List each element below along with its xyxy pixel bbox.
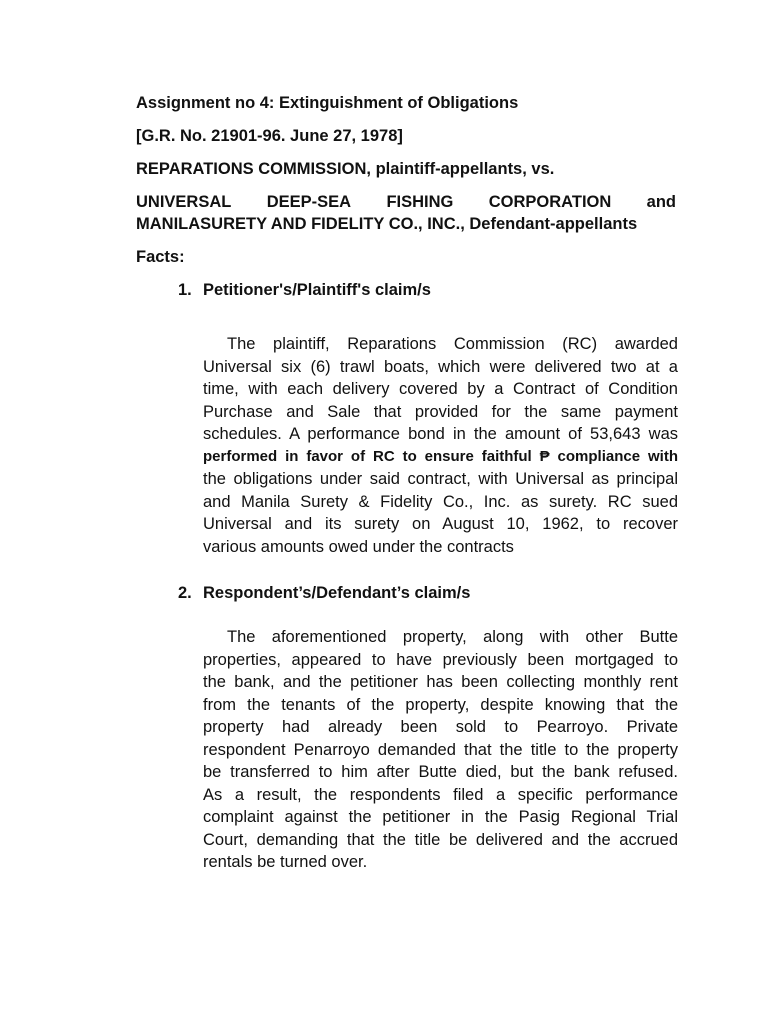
defendant-word: UNIVERSAL (136, 193, 232, 211)
defendant-word: DEEP-SEA (266, 193, 352, 211)
paragraph-line: time, with each delivery covered by a Contract of Condition (203, 380, 678, 398)
defendant-word: and (646, 193, 676, 211)
paragraph-line: Purchase and Sale that provided for the same payment (203, 402, 678, 421)
paragraph-line: properties, appeared to have previously been mortgaged to (203, 650, 678, 669)
paragraph-line: As a result, the respondents filed a specific performance (203, 785, 678, 804)
defendant-word: CORPORATION (488, 193, 612, 211)
paragraph-line: the obligations under said contract, with Universal as principal (203, 470, 678, 488)
section-number: 1. (178, 281, 192, 299)
paragraph-line: various amounts owed under the contracts (203, 537, 514, 556)
paragraph-line: complaint against the petitioner in the Pasig Regional Trial (203, 808, 678, 826)
case-number: [G.R. No. 21901-96. June 27, 1978] (136, 127, 403, 145)
section-heading-text: Respondent’s/Defendant’s claim/s (203, 584, 471, 602)
paragraph-line: rentals be turned over. (203, 853, 368, 871)
defendant-line-2: MANILASURETY AND FIDELITY CO., INC., Defendant-appellants (136, 215, 638, 233)
section-number: 2. (178, 584, 192, 602)
section-paragraph-1 (203, 333, 678, 558)
plaintiff-line: REPARATIONS COMMISSION, plaintiff-appellants, vs. (136, 160, 555, 178)
section-heading-text: Petitioner's/Plaintiff's claim/s (203, 281, 431, 299)
section-heading-1 (178, 279, 678, 301)
section-heading-2 (178, 582, 678, 604)
paragraph-line: Universal and its surety on August 10, 1962, to recover (203, 515, 678, 533)
paragraph-line: The aforementioned property, along with other Butte (227, 628, 678, 646)
defendant-word: FISHING (386, 193, 454, 211)
paragraph-line: Universal six (6) trawl boats, which were delivered two at a (203, 357, 678, 376)
defendant-line-1 (136, 191, 676, 213)
paragraph-line: from the tenants of the property, despite knowing that the (203, 695, 678, 714)
paragraph-line: schedules. A performance bond in the amount of 53,643 was (203, 425, 678, 443)
paragraph-line: be transferred to him after Butte died, but the bank refused. (203, 763, 678, 781)
paragraph-line: performed in favor of RC to ensure faithful ₱ compliance with (203, 447, 678, 465)
paragraph-line: The plaintiff, Reparations Commission (RC) awarded (227, 335, 678, 353)
assignment-title: Assignment no 4: Extinguishment of Obligations (136, 94, 519, 112)
paragraph-line: Court, demanding that the title be delivered and the accrued (203, 830, 678, 849)
paragraph-line: the bank, and the petitioner has been collecting monthly rent (203, 673, 678, 691)
paragraph-line: respondent Penarroyo demanded that the title to the property (203, 740, 678, 759)
facts-label: Facts: (136, 248, 185, 266)
section-paragraph-2 (203, 626, 678, 874)
paragraph-line: property had already been sold to Pearroyo. Private (203, 718, 678, 736)
paragraph-line: and Manila Surety & Fidelity Co., Inc. as surety. RC sued (203, 492, 678, 511)
